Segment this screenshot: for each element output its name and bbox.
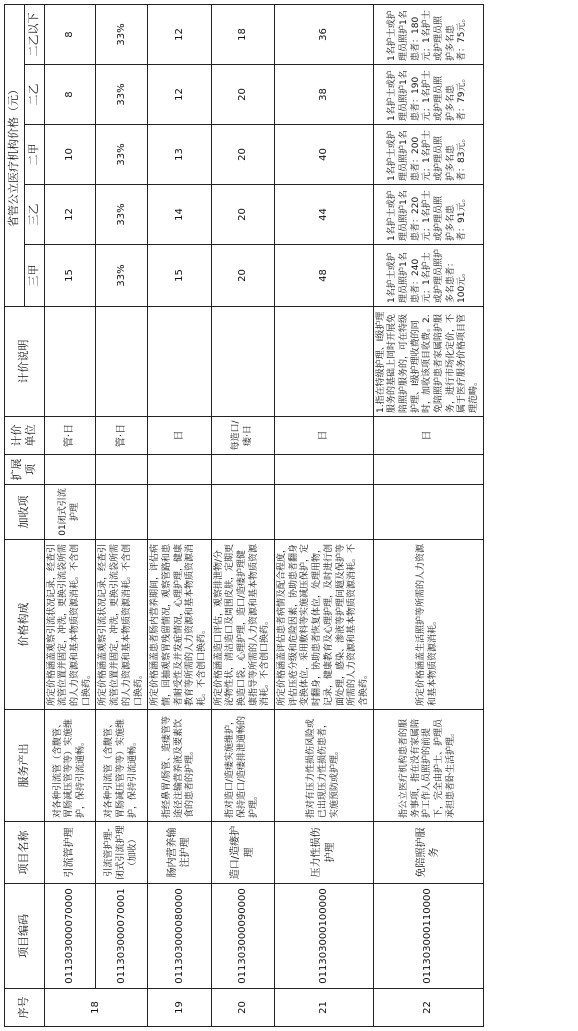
cell-price: 33% — [96, 245, 148, 307]
cell-seq: 22 — [373, 989, 483, 1027]
cell-price: 33% — [96, 125, 148, 185]
cell-service: 对各种引流管（含腹管、胃肠减压管等等）实施维护，保持引流通畅。 — [96, 710, 148, 822]
cell-note: 1.指在特级护理、Ⅰ级护理服务的基础上同时开展免陪照护服务的，可在特级护理、Ⅰ级护理收费的同时，加收该项目收费。2.免陪照护患者家属陪护服务，进行市场化定价，不属于医疗服务价格项目管理范畴。 — [373, 307, 483, 417]
table-row — [275, 5, 374, 1027]
cell-price: 15 — [44, 245, 96, 307]
header-level: 二乙 — [24, 65, 44, 125]
cell-add-item — [373, 485, 483, 540]
header-service: 服务产出 — [5, 710, 45, 822]
cell-price: 12 — [148, 5, 211, 65]
cell-add-item — [211, 485, 274, 540]
cell-price: 18 — [211, 5, 274, 65]
cell-note — [96, 307, 148, 417]
cell-unit: 日 — [275, 417, 374, 455]
cell-price: 20 — [211, 245, 274, 307]
cell-price: 38 — [275, 65, 374, 125]
table-row — [373, 5, 483, 1027]
header-name: 项目名称 — [5, 822, 45, 884]
table-row — [96, 5, 148, 1027]
cell-unit: 每造口/瘘·日 — [211, 417, 274, 455]
cell-seq: 21 — [275, 989, 374, 1027]
cell-price: 8 — [44, 65, 96, 125]
cell-price: 15 — [148, 245, 211, 307]
cell-name: 肠内营养输注护理 — [148, 822, 211, 884]
cell-price: 20 — [211, 185, 274, 245]
cell-service: 指对造口/造瘘实施维护，保持造口/造瘘排泄通畅的护理。 — [211, 710, 274, 822]
header-level: 三甲 — [24, 245, 44, 307]
cell-note — [211, 307, 274, 417]
cell-add-item — [96, 485, 148, 540]
cell-name: 造口/造瘘护理 — [211, 822, 274, 884]
cell-name: 免陪照护服务 — [373, 822, 483, 884]
cell-ext-item — [96, 455, 148, 485]
cell-ext-item — [44, 455, 96, 485]
cell-price: 1名护士或护理员照护1名患者：180元；1名护士或护理员照护多名患者：75元。 — [373, 5, 483, 65]
cell-service: 指对有压力性损伤风险或已出现压力性损伤患者，实施预防或护理。 — [275, 710, 374, 822]
cell-price: 44 — [275, 185, 374, 245]
price-table — [4, 4, 484, 1027]
cell-code: 011303000070000 — [44, 884, 96, 989]
cell-code: 011303000090000 — [211, 884, 274, 989]
cell-price: 1名护士或护理员照护1名患者：240元；1名护士或护理员照护多名患者：100元。 — [373, 245, 483, 307]
cell-service: 指经鼻胃/肠管、造瘘管等途径注输营养液及要素饮食的患者的护理。 — [148, 710, 211, 822]
cell-add-item — [275, 485, 374, 540]
cell-add-item — [148, 485, 211, 540]
cell-composition: 所定价格涵盖生活照护等所需的人力资源和基本物质资源消耗。 — [373, 540, 483, 710]
cell-price: 36 — [275, 5, 374, 65]
cell-composition: 所定价格涵盖评估患者病情及配合程度，评估压疮分级和危险因素，协助患者翻身变换体位，采用敷料等实施减压保护，定时翻身，协助患者恢复体位，处理用物，记录，健康教育及心理护理，及时进行创面处理，感染、渗液等护理问题及保护等所需的人力资源和基本物质资源消耗。不含换药。 — [275, 540, 374, 710]
cell-composition: 所定价格涵盖观察引流状况记录，经查引流管位置并固定，冲洗，更换引流袋所需的人力资源和基本物质资源消耗。不含创口换药。 — [44, 540, 96, 710]
cell-price: 14 — [148, 185, 211, 245]
table-row — [44, 5, 96, 1027]
cell-seq: 20 — [211, 989, 274, 1027]
cell-unit: 日 — [373, 417, 483, 455]
cell-note — [148, 307, 211, 417]
header-note: 计价说明 — [5, 307, 45, 417]
header-level: 三乙 — [24, 185, 44, 245]
cell-ext-item — [275, 455, 374, 485]
cell-price: 10 — [44, 125, 96, 185]
cell-service: 对各种引流管（含腹管、胃肠减压管等等）实施维护，保持引流通畅。 — [44, 710, 96, 822]
header-code: 项目编码 — [5, 884, 45, 989]
cell-price: 33% — [96, 185, 148, 245]
header-seq: 序号 — [5, 989, 45, 1027]
cell-unit: 日 — [148, 417, 211, 455]
cell-ext-item — [211, 455, 274, 485]
cell-ext-item — [148, 455, 211, 485]
cell-price: 20 — [211, 125, 274, 185]
header-add-item: 加收项 — [5, 485, 45, 540]
cell-code: 011303000110000 — [373, 884, 483, 989]
table-row — [211, 5, 274, 1027]
header-row — [5, 5, 25, 1027]
cell-unit: 管·日 — [44, 417, 96, 455]
cell-price: 1名护士或护理员照护1名患者：220元；1名护士或护理员照护多名患者：91元。 — [373, 185, 483, 245]
cell-seq: 18 — [44, 989, 148, 1027]
header-level: 二甲 — [24, 125, 44, 185]
cell-price: 13 — [148, 125, 211, 185]
cell-composition: 所定价格涵盖患者肠内营养期间，评估病情，回抽观察胃残留情况，观察管路和患者耐受性及并发症情况，心理护理，健康教育等所需的人力资源和基本物质资源消耗。不含创口换药。 — [148, 540, 211, 710]
cell-seq: 19 — [148, 989, 211, 1027]
cell-name: 压力性损伤护理 — [275, 822, 374, 884]
cell-price: 12 — [148, 65, 211, 125]
cell-name: 引流管护理 — [44, 822, 96, 884]
cell-composition: 所定价格涵盖造口评估，观察排泄物/分泌物性状，清洁造口及周围皮肤，定期更换造口袋，心理护理，造口/造瘘护理健康指导等所需的人力资源和基本物质资源消耗。不含创口换药。 — [211, 540, 274, 710]
header-ext-item: 扩展项 — [5, 455, 45, 485]
cell-code: 011303000080000 — [148, 884, 211, 989]
cell-note — [275, 307, 374, 417]
cell-ext-item — [373, 455, 483, 485]
cell-price: 33% — [96, 5, 148, 65]
cell-price: 1名护士或护理员照护1名患者：200元；1名护士或护理员照护多名患者：83元。 — [373, 125, 483, 185]
cell-price: 33% — [96, 65, 148, 125]
cell-price: 8 — [44, 5, 96, 65]
cell-code: 011303000070001 — [96, 884, 148, 989]
table-row — [148, 5, 211, 1027]
cell-price: 40 — [275, 125, 374, 185]
cell-price: 48 — [275, 245, 374, 307]
cell-composition: 所定价格涵盖观察引流状况记录，经查引流管位置并固定，冲洗，更换引流袋所需的人力资源和基本物质资源消耗。不含创口换药。 — [96, 540, 148, 710]
cell-price: 20 — [211, 65, 274, 125]
header-unit: 计价单位 — [5, 417, 45, 455]
cell-add-item: 01闭式引流护理 — [44, 485, 96, 540]
header-composition: 价格构成 — [5, 540, 45, 710]
header-price-group: 省管公立医疗机构价格（元） — [5, 5, 25, 307]
cell-service: 指公立医疗机构患者的服务事项，指在没有家属陪护工作人员照护的前提下，完全由护士、护理员承担患者卧生活护理。 — [373, 710, 483, 822]
cell-price: 12 — [44, 185, 96, 245]
cell-code: 011303000100000 — [275, 884, 374, 989]
cell-note — [44, 307, 96, 417]
cell-name: 引流管护理-闭式引流护理（加收） — [96, 822, 148, 884]
cell-price: 1名护士或护理员照护1名患者：190元；1名护士或护理员照护多名患者：79元。 — [373, 65, 483, 125]
header-level: 二乙以下 — [24, 5, 44, 65]
cell-unit: 管·日 — [96, 417, 148, 455]
